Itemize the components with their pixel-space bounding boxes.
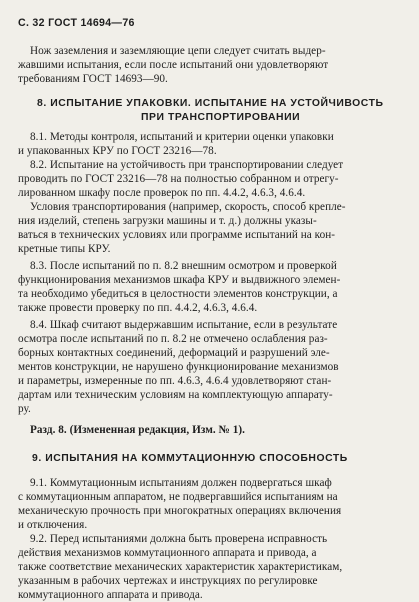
intro-line-1: Нож заземления и заземляющие цепи следует считать выдер- <box>30 45 326 57</box>
para-9-2-line-1: 9.2. Перед испытаниями должна быть проверена исправность <box>30 533 328 545</box>
para-8-1-line-1: 8.1. Методы контроля, испытаний и критерии оценки упаковки <box>30 131 334 143</box>
para-8-3-line-4: также провести проверку по пп. 4.4.2, 4.6.3, 4.6.4. <box>18 302 258 314</box>
para-9-1-line-3: механическую прочность при многократных операциях включения <box>18 505 342 517</box>
para-conditions-line-3: ваться в технических условиях или программе испытаний на кон- <box>18 229 336 241</box>
para-9-2-line-2: действия механизмов коммутационного аппарата и привода, а <box>18 547 317 559</box>
para-conditions-line-4: кретные типы КРУ. <box>18 243 111 255</box>
para-8-4-line-1: 8.4. Шкаф считают выдержавшим испытание, если в результате <box>30 319 338 331</box>
para-8-4-line-6: дартам или техническим условиям на комплектующую аппарату- <box>18 389 333 401</box>
para-8-4-line-5: и параметры, измеренные по пп. 4.6.3, 4.6.4 удовлетворяют стан- <box>18 375 332 387</box>
intro-line-2: жавшими испытания, если после испытаний они удовлетворяют <box>18 59 329 71</box>
section-8-title-line-2: ПРИ ТРАНСПОРТИРОВАНИИ <box>141 112 301 123</box>
para-8-2-line-1: 8.2. Испытание на устойчивость при транспортировании следует <box>30 159 344 171</box>
para-9-2-line-3: также соответствие механических характеристик характеристикам, <box>18 561 343 573</box>
para-8-4-line-2: осмотра после испытаний по п. 8.2 не отмечено ослабления раз- <box>18 333 328 345</box>
para-8-3-line-3: та необходимо убедиться в целостности элементов конструкции, а <box>18 288 338 300</box>
section-9-title: 9. ИСПЫТАНИЯ НА КОММУТАЦИОННУЮ СПОСОБНОСТЬ <box>32 453 348 464</box>
para-9-1-line-2: с коммутационным аппаратом, не подвергавшийся испытаниям на <box>18 491 338 503</box>
para-9-2-line-4: указанным в рабочих чертежах и инструкциях по регулировке <box>18 575 318 587</box>
para-8-1-line-2: и упакованных КРУ по ГОСТ 23216—78. <box>18 145 217 157</box>
para-conditions-line-2: ния изделий, степень загрузки машины и т. д.) должны указы- <box>18 215 317 227</box>
para-8-4-line-4: ментов конструкции, не нарушено функционирование механизмов <box>18 361 339 373</box>
para-8-3-line-1: 8.3. После испытаний по п. 8.2 внешним осмотром и проверкой <box>30 260 337 272</box>
para-9-1-line-1: 9.1. Коммутационным испытаниям должен подвергаться шкаф <box>30 477 332 489</box>
para-8-2-line-3: лированном шкафу после проверок по пп. 4.4.2, 4.6.3, 4.6.4. <box>18 187 306 199</box>
page-header: С. 32 ГОСТ 14694—76 <box>18 17 135 29</box>
para-9-1-line-4: и отключения. <box>18 519 88 531</box>
para-8-3-line-2: функционирования механизмов шкафа КРУ и выдвижного элемен- <box>18 274 341 286</box>
para-8-4-line-3: борных контактных соединений, деформаций и разрушений эле- <box>18 347 330 359</box>
edition-note: Разд. 8. (Измененная редакция, Изм. № 1). <box>30 424 245 436</box>
para-8-2-line-2: проводить по ГОСТ 23216—78 на полностью собранном и отрегу- <box>18 173 339 185</box>
para-9-2-line-5: коммутационного аппарата и привода. <box>18 589 203 601</box>
para-conditions-line-1: Условия транспортирования (например, скорость, способ крепле- <box>30 201 346 213</box>
section-8-title-line-1: 8. ИСПЫТАНИЕ УПАКОВКИ. ИСПЫТАНИЕ НА УСТОЙЧИВОСТЬ <box>37 98 384 109</box>
intro-line-3: требованиям ГОСТ 14693—90. <box>18 73 168 85</box>
para-8-4-line-7: ру. <box>18 403 31 415</box>
